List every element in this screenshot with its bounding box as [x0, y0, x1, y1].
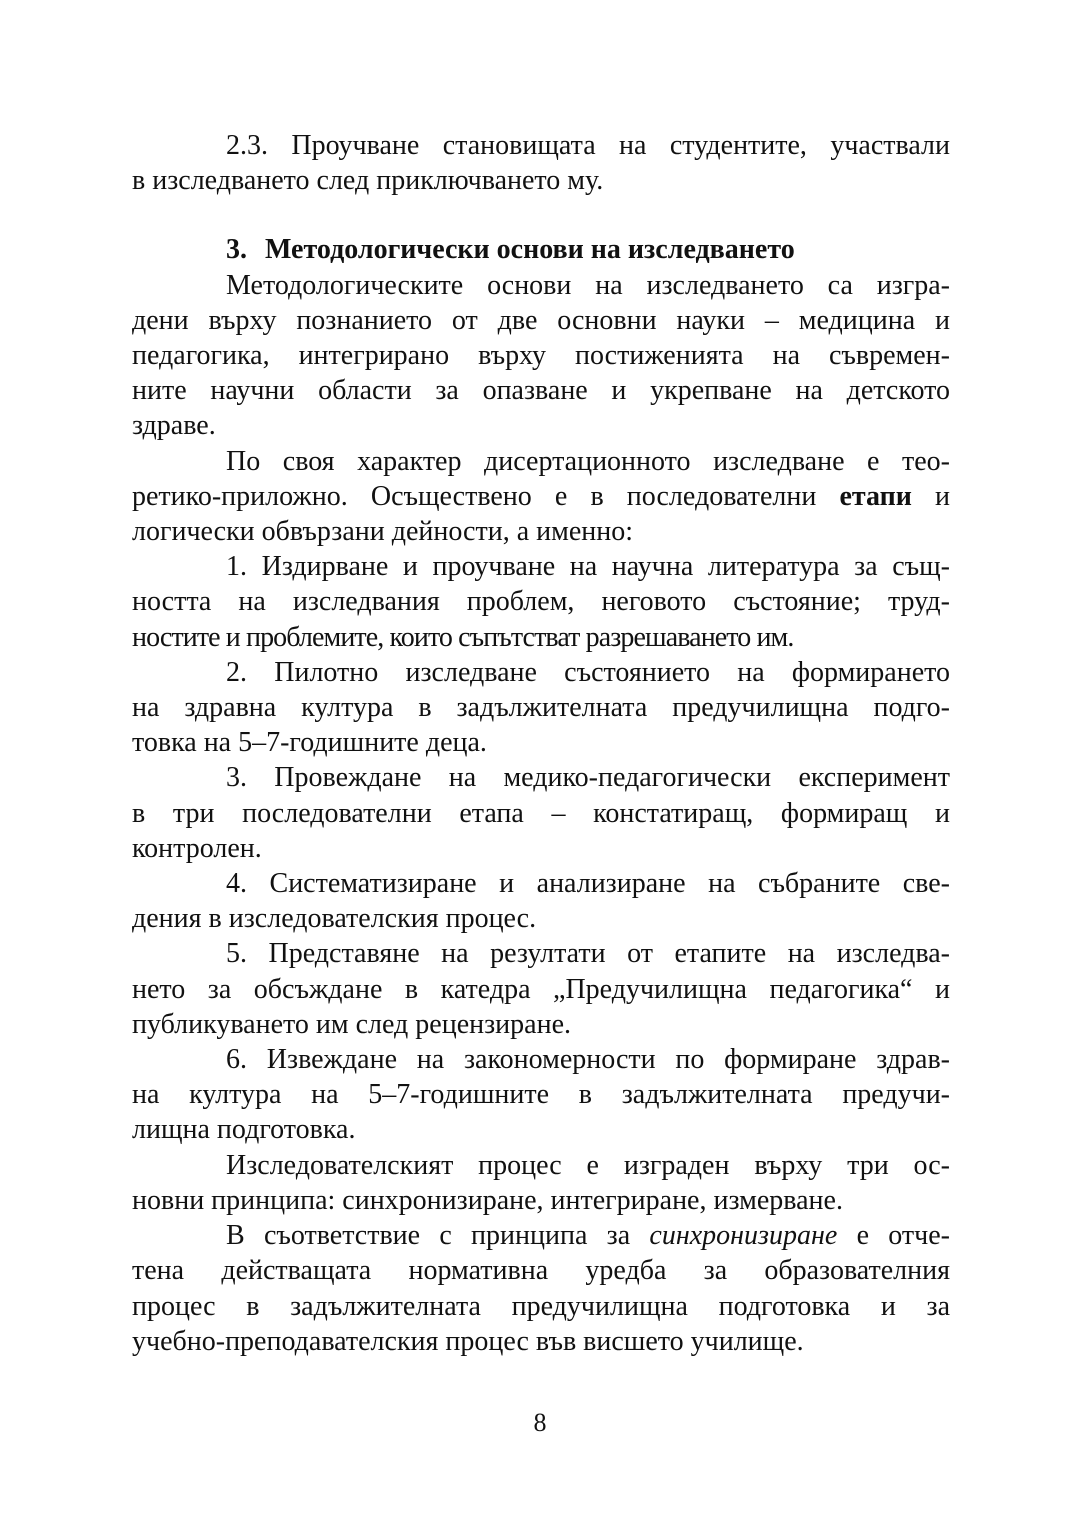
list-item: [132, 866, 950, 936]
section-number: 3.: [226, 234, 247, 266]
paragraph-principles: [132, 1148, 950, 1218]
text-line: логически обвързани дейности, а именно:: [132, 516, 634, 548]
text-line: ността на изследвания проблем, неговото състояние; труд-: [132, 586, 950, 618]
text-line: на култура на 5–7-годишните в задължителната предучи-: [132, 1079, 950, 1111]
text-line: 3. Провеждане на медико-педагогически експеримент: [226, 762, 950, 794]
list-item: [132, 549, 950, 655]
text-line: учебно-преподавателския процес във висшето училище.: [132, 1325, 804, 1357]
paragraph-character: [132, 444, 950, 550]
text-line: 4. Систематизиране и анализиране на събраните све-: [226, 868, 950, 900]
paragraph-sync: [132, 1218, 950, 1359]
text-line: 2. Пилотно изследване състоянието на формирането: [226, 656, 950, 688]
text-fragment: и: [911, 480, 950, 512]
text-line: [132, 479, 950, 514]
text-line: дения в изследователския процес.: [132, 903, 537, 935]
text-line: ните научни области за опазване и укрепване на детското: [132, 375, 950, 407]
text-line: По своя характер дисертационното изследване е тео-: [226, 445, 950, 477]
text-line: тена действащата нормативна уредба за образователния: [132, 1255, 950, 1287]
list-item: [132, 936, 950, 1042]
section-title: Методологически основи на изследването: [265, 234, 795, 266]
paragraph-methodology: [132, 268, 950, 444]
italic-term: синхронизиране: [649, 1220, 838, 1252]
text-line: товка на 5–7-годишните деца.: [132, 727, 487, 759]
section-heading: [132, 232, 950, 267]
text-line: процес в задължителната предучилищна подготовка и за: [132, 1290, 950, 1322]
text-line: Методологическите основи на изследването са изгра-: [226, 269, 950, 301]
text-line: [132, 1218, 950, 1253]
document-page: [132, 128, 950, 1359]
text-line: 2.3. Проучване становищата на студентите, участвали: [226, 130, 950, 161]
text-fragment: е отче-: [837, 1220, 950, 1252]
page-number: 8: [533, 1408, 547, 1437]
text-line: 1. Издирване и проучване на научна литература за същ-: [226, 551, 950, 583]
text-line: публикуването им след рецензиране.: [132, 1008, 572, 1040]
text-line: ностите и проблемите, които съпътстват разрешаването им.: [132, 621, 794, 653]
text-line: Изследователският процес е изграден върху три ос-: [226, 1149, 950, 1181]
paragraph-2-3: [132, 128, 950, 198]
text-line: нето за обсъждане в катедра „Предучилищна педагогика“ и: [132, 973, 950, 1005]
text-line: на здравна култура в задължителната предучилищна подго-: [132, 692, 950, 724]
list-item: [132, 1042, 950, 1148]
text-line: педагогика, интегрирано върху постиженията на съвремен-: [132, 340, 950, 372]
text-line: в три последователни етапа – констатиращ, формиращ и: [132, 797, 950, 829]
text-line: в изследването след приключването му.: [132, 165, 604, 197]
text-fragment: В съответствие с принципа за: [226, 1220, 650, 1252]
text-line: 5. Представяне на резултати от етапите на изследва-: [226, 938, 950, 970]
text-line: дени върху познанието от две основни науки – медицина и: [132, 304, 950, 336]
bold-term: етапи: [839, 480, 912, 512]
text-line: здраве.: [132, 410, 216, 442]
text-line: контролен.: [132, 832, 262, 864]
text-line: лищна подготовка.: [132, 1114, 356, 1146]
text-line: новни принципа: синхронизиране, интегриране, измерване.: [132, 1184, 843, 1216]
list-item: [132, 760, 950, 866]
text-fragment: ретико-приложно. Осъществено е в последователни: [132, 480, 840, 512]
text-line: 6. Извеждане на закономерности по формиране здрав-: [226, 1044, 950, 1076]
list-item: [132, 655, 950, 761]
